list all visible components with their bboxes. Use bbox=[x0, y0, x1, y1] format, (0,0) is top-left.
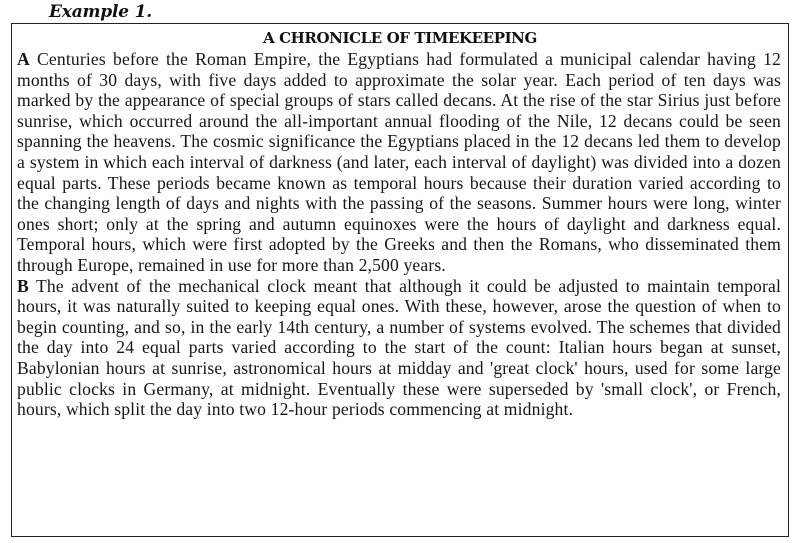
example-label: Example 1. bbox=[49, 2, 152, 22]
paragraph-b-letter: B bbox=[17, 275, 29, 296]
paragraph-a bbox=[12, 49, 788, 276]
paragraph-a-text: Centuries before the Roman Empire, the Egyptians had formulated a municipal calendar having 12 months of 30 days, with five days added to approximate the solar year. Each period of ten days was marked by the appearance of special groups of stars called decans. At the rise of the star Sirius just before sunrise, which occurred around the all-important annual flooding of the Nile, 12 decans could be seen spanning the heavens. The cosmic significance the Egyptians placed in the 12 decans led them to develop a system in which each interval of darkness (and later, each interval of daylight) was divided into a dozen equal parts. These periods became known as temporal hours because their duration varied according to the changing length of days and nights with the passing of the seasons. Summer hours were long, winter ones short; only at the spring and autumn equinoxes were the hours of daylight and darkness equal. Temporal hours, which were first adopted by the Greeks and then the Romans, who disseminated them through Europe, remained in use for more than 2,500 years. bbox=[17, 49, 781, 275]
article-box bbox=[11, 23, 789, 537]
paragraph-a-letter: A bbox=[17, 49, 30, 69]
paragraph-b bbox=[12, 276, 788, 420]
article-title: A CHRONICLE OF TIMEKEEPING bbox=[263, 29, 537, 47]
paragraph-b-text: The advent of the mechanical clock meant that although it could be adjusted to maintain temporal hours, it was naturally suited to keeping equal ones. With these, however, arose the question of when to begin counting, and so, in the early 14th century, a number of systems evolved. The schemes that divided the day into 24 equal parts varied according to the start of the count: Italian hours began at sunset, Babylonian hours at sunrise, astronomical hours at midday and 'great clock' hours, used for some large public clocks in Germany, at midnight. Eventually these were superseded by 'small clock', or French, hours, which split the day into two 12-hour periods commencing at midnight. bbox=[17, 275, 782, 420]
